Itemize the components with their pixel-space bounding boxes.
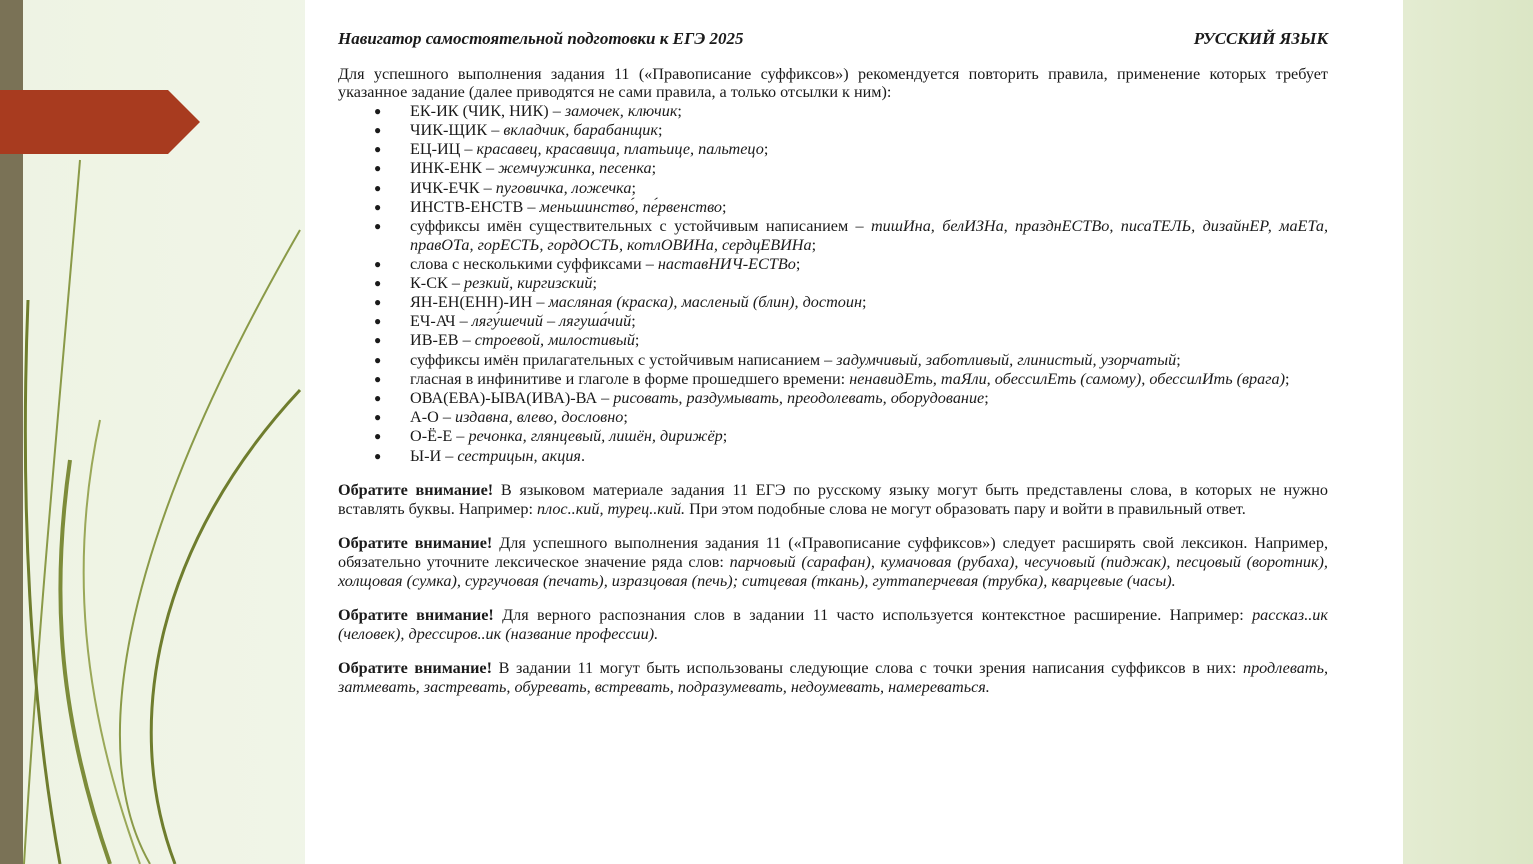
rule-end: ; bbox=[1285, 369, 1290, 388]
note-lead: Обратите внимание! bbox=[338, 534, 493, 553]
note-example: продлевать, затмевать, застревать, обуревать, встревать, подразумевать, недоумевать, намереваться. bbox=[338, 659, 1328, 696]
rule-example: ненавидЕть, таЯли, обессилЕть (самому), обессилИть (врага) bbox=[849, 369, 1286, 388]
rule-end: ; bbox=[722, 427, 728, 446]
rule-example: лягу́шечий – лягуша́чий bbox=[471, 312, 632, 331]
rule-end: ; bbox=[592, 273, 597, 292]
rule-end: ; bbox=[862, 293, 867, 312]
rule-end: ; bbox=[1176, 350, 1181, 369]
note-text: В языковом материале задания 11 ЕГЭ по русскому языку могут быть представлены слова, в которых не нужно вставлять буквы. Например: bbox=[338, 481, 1328, 518]
rule-example: сестрицын, акция bbox=[457, 446, 581, 465]
bullet-icon: ● bbox=[374, 448, 382, 463]
bullet-icon: ● bbox=[374, 352, 382, 367]
intro-paragraph: Для успешного выполнения задания 11 («Правописание суффиксов») рекомендуется повторить правила, применение которых требует указанное задание (далее приводятся не сами правила, а только отсылки к ним): bbox=[338, 64, 1328, 102]
rule-example: пуговичка, ложечка bbox=[495, 178, 632, 197]
rules-list bbox=[374, 102, 1328, 465]
rule-end: ; bbox=[811, 235, 817, 254]
rule-term: ЧИК-ЩИК – bbox=[410, 120, 504, 139]
rule-end: ; bbox=[984, 389, 989, 407]
bullet-icon: ● bbox=[374, 218, 382, 233]
rule-term: суффиксы имён прилагательных с устойчивым написанием – bbox=[410, 350, 837, 369]
document-body bbox=[338, 30, 1328, 713]
rule-example: тишИна, белИЗНа, празднЕСТВо, писаТЕЛЬ, дизайнЕР, маЕТа, правОТа, горЕСТЬ, гордОСТЬ, котлОВИНа, сердцЕВИНа bbox=[410, 216, 1329, 254]
rule-example: строевой, милостивый bbox=[474, 331, 635, 350]
rule-term: ИВ-ЕВ – bbox=[410, 331, 475, 350]
rule-term: суффиксы имён существительных с устойчивым написанием – bbox=[410, 216, 871, 235]
rule-term: Ы-И – bbox=[410, 446, 458, 465]
rule-example: задумчивый, заботливый, глинистый, узорчатый bbox=[836, 350, 1177, 369]
doc-header bbox=[338, 30, 1328, 49]
note-lead: Обратите внимание! bbox=[338, 481, 494, 500]
rule-example: вкладчик, барабанщик bbox=[503, 120, 658, 139]
bullet-icon: ● bbox=[374, 371, 382, 386]
rule-end: ; bbox=[631, 178, 636, 197]
rule-term: ЕЧ-АЧ – bbox=[410, 312, 472, 331]
rule-example: резкий, киргизский bbox=[463, 273, 593, 292]
rule-term: А-О – bbox=[410, 408, 455, 427]
note-paragraph bbox=[338, 659, 1328, 696]
rule-item bbox=[374, 255, 1328, 274]
bullet-icon: ● bbox=[374, 256, 382, 271]
rule-term: О-Ё-Е – bbox=[410, 427, 469, 446]
rule-end: . bbox=[580, 446, 586, 465]
rule-example: наставНИЧ-ЕСТВо bbox=[657, 254, 796, 273]
rule-end: ; bbox=[657, 120, 663, 139]
note-example: плос..кий, турец..кий. bbox=[536, 499, 686, 518]
rule-item bbox=[374, 447, 1328, 466]
bullet-icon: ● bbox=[374, 103, 382, 118]
note-lead: Обратите внимание! bbox=[338, 606, 494, 625]
rule-term: слова с несколькими суффиксами – bbox=[410, 254, 658, 273]
rule-term: ИЧК-ЕЧК – bbox=[410, 178, 496, 197]
bullet-icon: ● bbox=[374, 275, 382, 290]
rule-term: ОВА(ЕВА)-ЫВА(ИВА)-ВА – bbox=[410, 389, 614, 407]
rule-term: ЯН-ЕН(ЕНН)-ИН – bbox=[410, 293, 549, 312]
doc-subject: РУССКИЙ ЯЗЫК bbox=[1193, 29, 1328, 48]
notes-section bbox=[338, 481, 1328, 696]
rule-item bbox=[374, 293, 1328, 312]
rule-term: ЕЦ-ИЦ – bbox=[410, 140, 477, 159]
bullet-icon: ● bbox=[374, 410, 382, 425]
bullet-icon: ● bbox=[374, 333, 382, 348]
rule-end: ; bbox=[763, 140, 769, 159]
rule-example: красавец, красавица, платьице, пальтецо bbox=[476, 140, 764, 159]
arrow-tab-icon bbox=[0, 90, 200, 154]
note-text: Для успешного выполнения задания 11 («Правописание суффиксов») следует расширять свой лексикон. Например, обязательно уточните лексическое значение ряда слов: bbox=[338, 534, 1328, 571]
bullet-icon: ● bbox=[374, 180, 382, 195]
rule-item bbox=[374, 370, 1328, 389]
rule-term: К-СК – bbox=[410, 273, 464, 292]
rule-example: издавна, влево, дословно bbox=[454, 408, 624, 427]
rule-item bbox=[374, 140, 1328, 159]
rule-item bbox=[374, 331, 1328, 350]
rule-term: ИНК-ЕНК – bbox=[410, 159, 499, 178]
rule-item bbox=[374, 102, 1328, 121]
rule-item bbox=[374, 427, 1328, 446]
bullet-icon: ● bbox=[374, 161, 382, 176]
rule-item bbox=[374, 389, 1328, 408]
note-example: рассказ..ик (человек), дрессиров..ик (название профессии). bbox=[338, 606, 1328, 643]
rule-end: ; bbox=[623, 408, 628, 427]
rule-end: ; bbox=[677, 101, 682, 120]
rule-item bbox=[374, 312, 1328, 331]
rule-end: ; bbox=[722, 197, 727, 216]
note-example: парчовый (сарафан), кумачовая (рубаха), чесучовый (пиджак), песцовый (воротник), холщовая (сумка), сургучовая (печать), изразцовая (печь); ситцевая (ткань), гуттаперчевая (трубка), кварцевые (часы). bbox=[338, 552, 1328, 590]
note-tail: При этом подобные слова не могут образовать пару и войти в правильный ответ. bbox=[685, 499, 1246, 518]
note-paragraph bbox=[338, 606, 1328, 643]
rule-item bbox=[374, 121, 1328, 140]
rule-item bbox=[374, 217, 1328, 254]
bullet-icon: ● bbox=[374, 429, 382, 444]
rule-end: ; bbox=[795, 254, 801, 273]
note-paragraph bbox=[338, 534, 1328, 590]
bullet-icon: ● bbox=[374, 391, 382, 405]
bullet-icon: ● bbox=[374, 314, 382, 329]
rule-example: масляная (краска), масленый (блин), достоин bbox=[548, 293, 862, 312]
note-text: Для верного распознания слов в задании 11 часто используется контекстное расширение. Например: bbox=[493, 606, 1253, 625]
rule-term: гласная в инфинитиве и глаголе в форме прошедшего времени: bbox=[410, 369, 850, 388]
rule-example: рисовать, раздумывать, преодолевать, оборудование bbox=[613, 389, 985, 407]
rule-item bbox=[374, 159, 1328, 178]
rule-end: ; bbox=[631, 312, 636, 331]
slide-right-background bbox=[1403, 0, 1533, 864]
rule-term: ИНСТВ-ЕНСТВ – bbox=[410, 197, 540, 216]
rule-end: ; bbox=[634, 331, 640, 350]
rule-example: речонка, глянцевый, лишён, дирижёр bbox=[468, 427, 723, 446]
rule-item bbox=[374, 198, 1328, 217]
rule-end: ; bbox=[651, 159, 657, 178]
rule-item bbox=[374, 274, 1328, 293]
doc-title: Навигатор самостоятельной подготовки к ЕГЭ 2025 bbox=[338, 29, 744, 48]
bullet-icon: ● bbox=[374, 142, 382, 157]
rule-example: жемчужинка, песенка bbox=[498, 159, 652, 178]
rule-example: замочек, ключик bbox=[564, 101, 678, 120]
bullet-icon: ● bbox=[374, 122, 382, 137]
rule-item bbox=[374, 408, 1328, 427]
rule-item bbox=[374, 179, 1328, 198]
rule-item bbox=[374, 351, 1328, 370]
rule-term: ЕК-ИК (ЧИК, НИК) – bbox=[410, 101, 565, 120]
bullet-icon: ● bbox=[374, 199, 382, 214]
note-text: В задании 11 могут быть использованы следующие слова с точки зрения написания суффиксов в них: bbox=[492, 659, 1243, 678]
rule-example: меньшинство́, пе́рвенство bbox=[539, 197, 723, 216]
note-lead: Обратите внимание! bbox=[338, 659, 492, 678]
note-paragraph bbox=[338, 481, 1328, 518]
bullet-icon: ● bbox=[374, 295, 382, 310]
